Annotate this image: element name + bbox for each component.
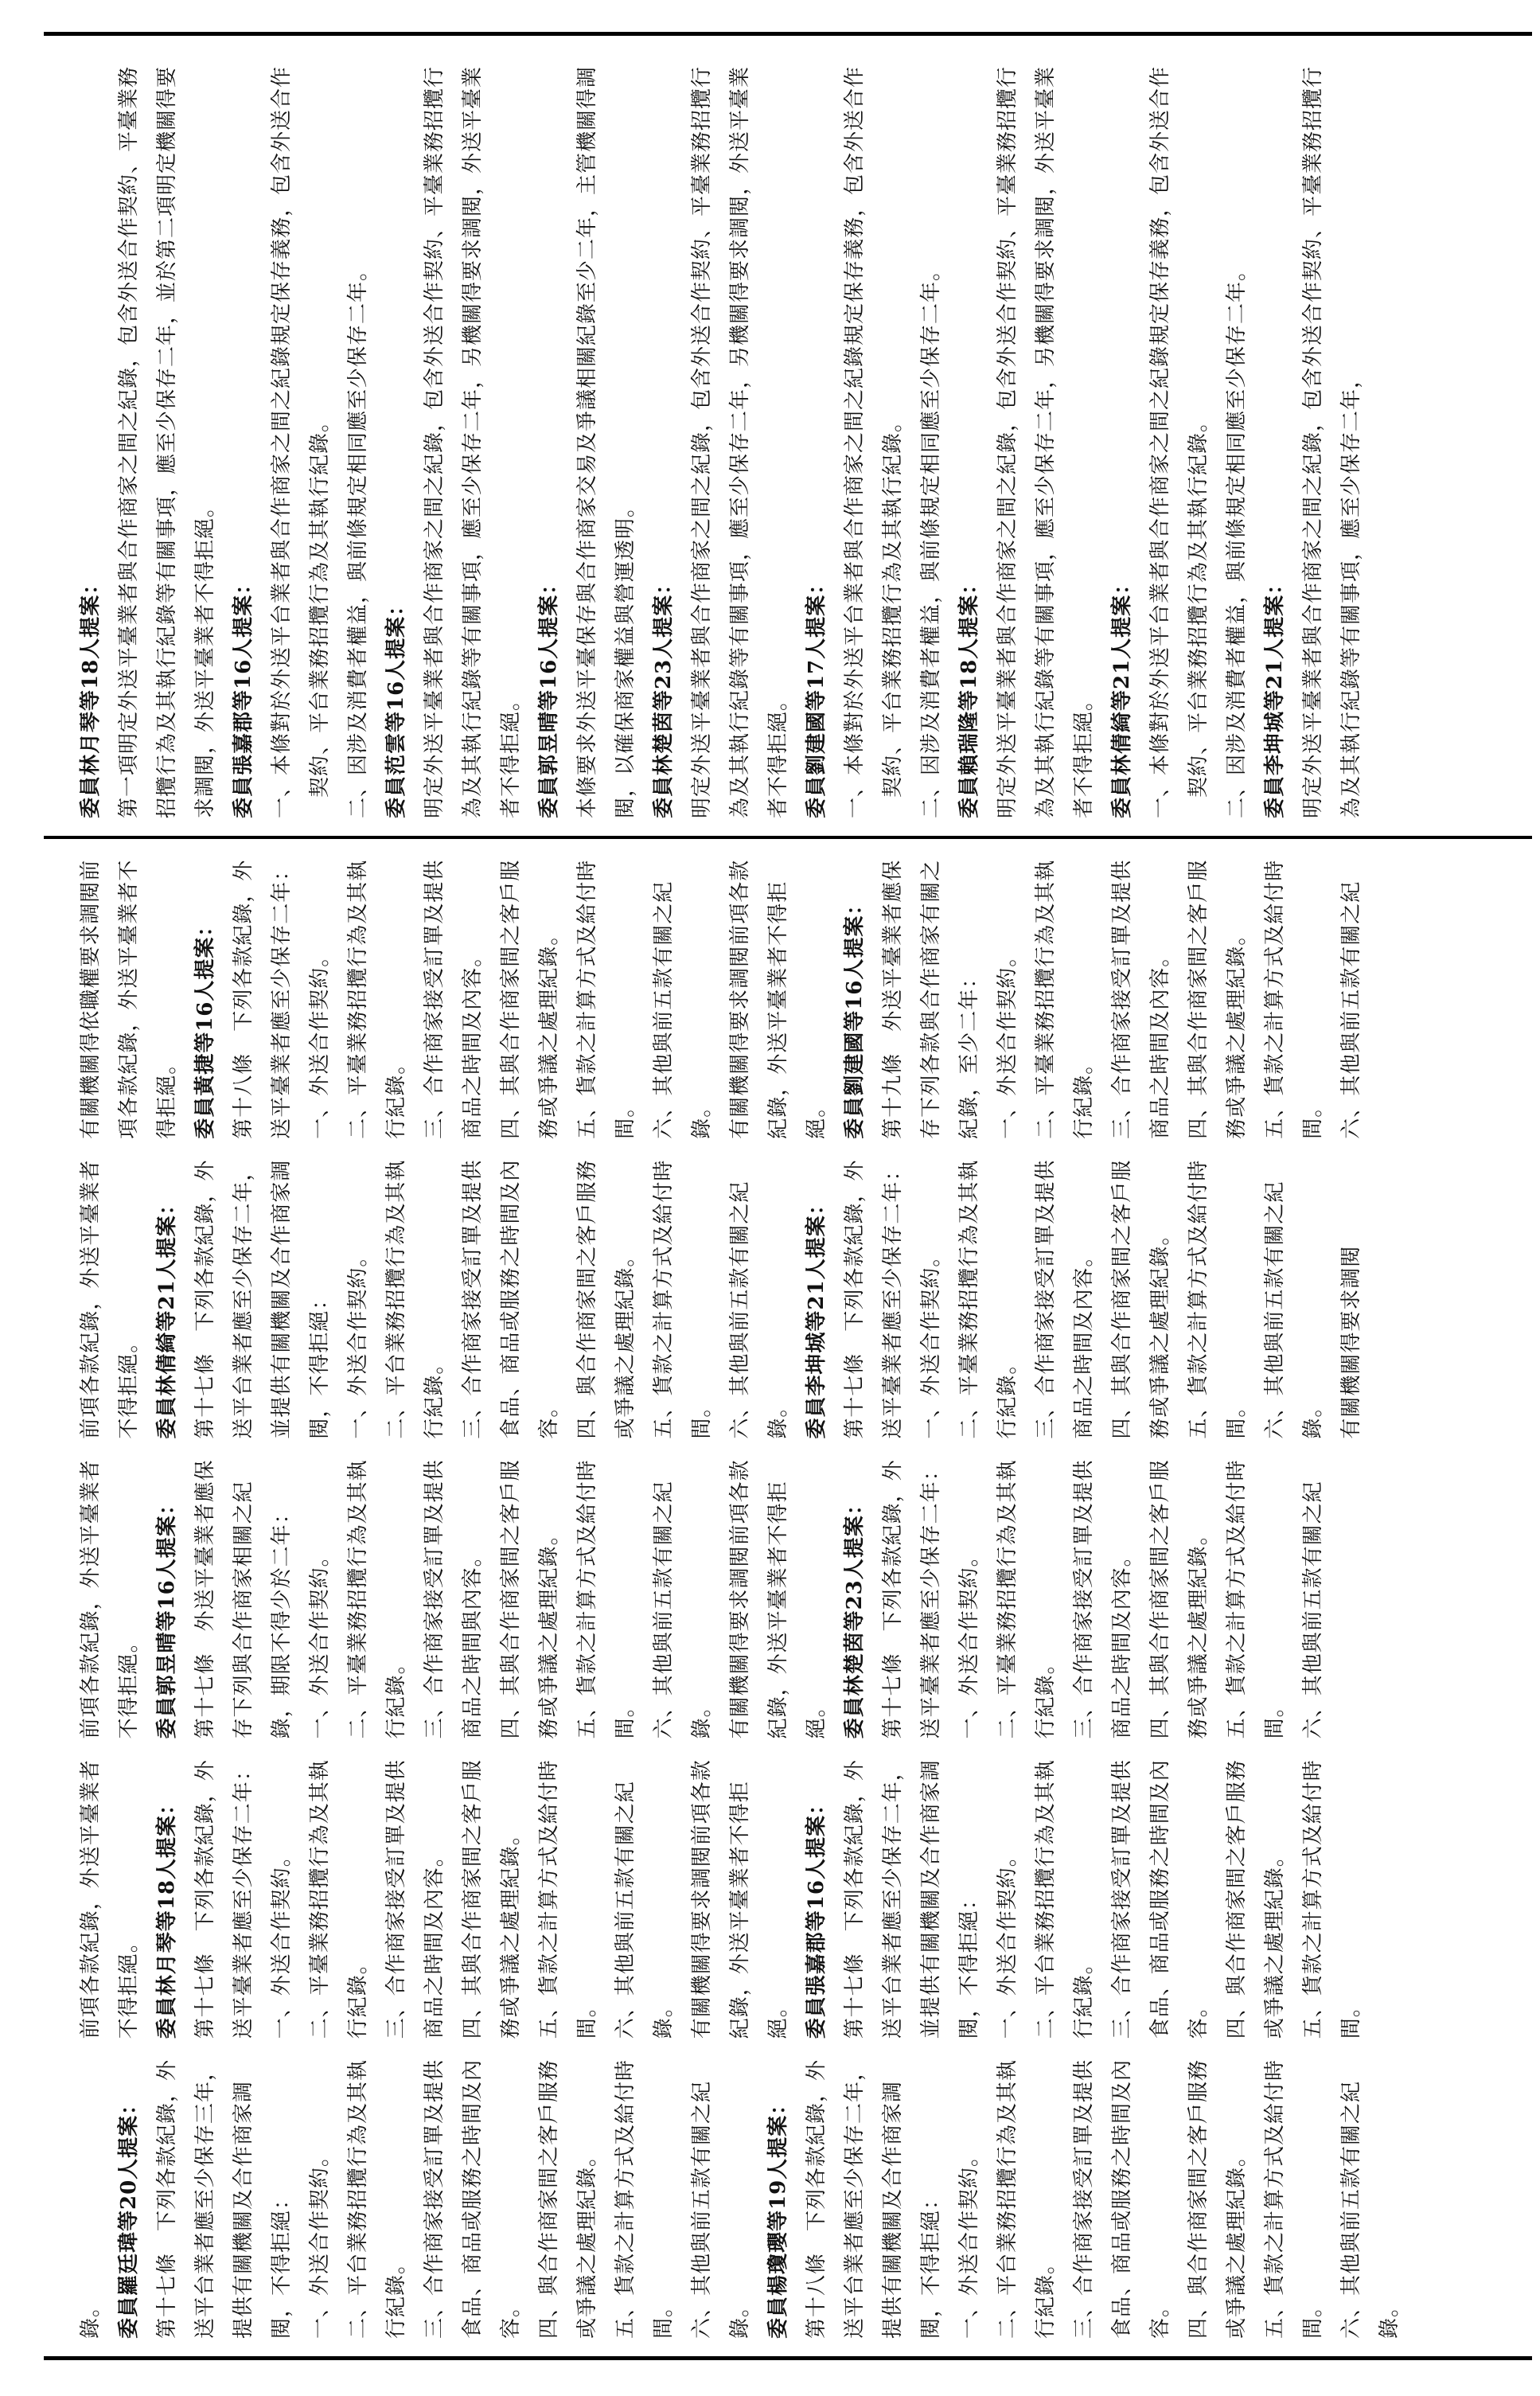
text-paragraph: 第一項明定外送平臺業者與合作商家之間之紀錄，包含外送合作契約、平臺業務招攬行為及其執行紀錄等有關事項，應至少保存二年，並於第二項明定機關得要求調閱，外送平臺業者不得拒絕。 [117, 65, 217, 818]
text-paragraph: 第十八條 下列各款紀錄，外送平臺業者應至少保存二年： [232, 859, 294, 1139]
text-paragraph: 三、合作商家接受訂單及提供商品之時間與內容。 [423, 1459, 485, 1739]
text-paragraph: 第十八條 下列各款紀錄，外送平台業者應至少保存二年，提供有關機關及合作商家調閱，不得拒絕： [805, 2058, 943, 2339]
explanation-item: 一、本條對於外送平台業者與合作商家之間之紀錄規定保存義務，包含外送合作契約、平台業務招攬行為及其執行紀錄。 [1148, 65, 1211, 818]
text-paragraph: 第十七條 下列各款紀錄，外送平臺業者應至少保存二年： [193, 1759, 255, 2039]
text-paragraph: 二、平台業務招攬行為及其執行紀錄。 [384, 1159, 446, 1439]
proposer-heading: 委員林月琴等18人提案： [155, 1793, 179, 2039]
text-paragraph: 第十七條 下列各款紀錄，外送平台業者應至少保存二年，並提供有關機關及合作商家調閱，不得拒絕： [193, 1159, 332, 1439]
text-paragraph: 第十七條 外送平臺業者應保存下列與合作商家相關之紀錄，期限不得少於二年： [193, 1459, 294, 1739]
text-paragraph: 六、其他與前五款有關之紀錄。 [652, 1481, 714, 1739]
text-column [72, 1153, 1528, 1439]
text-column [72, 1454, 1528, 1739]
text-paragraph: 本條要求外送平臺保存與合作商家交易及爭議相關紀錄至少二年，主管機關得調閱，以確保商家權益與營運透明。 [575, 65, 637, 818]
text-paragraph: 三、合作商家接受訂單及提供商品之時間及內容。 [384, 1759, 446, 2039]
text-paragraph: 四、其與合作商家間之客戶服務或爭議之處理紀錄。 [461, 1759, 523, 2039]
text-paragraph: 二、平臺業務招攬行為及其執行紀錄。 [346, 1459, 408, 1739]
text-paragraph: 有關機關得依職權要求調閱前項各款紀錄，外送平臺業者不得拒絕。 [79, 859, 179, 1139]
proposer-heading: 委員楊瓊瓔等19人提案： [766, 2093, 790, 2339]
text-paragraph: 三、合作商家接受訂單及提供商品之時間及內容。 [1072, 1459, 1134, 1739]
text-paragraph: 一、外送合作契約。 [346, 1245, 370, 1439]
text-paragraph: 五、貨款之計算方式及給付時間。 [652, 1159, 714, 1439]
upper-section [64, 40, 1528, 828]
text-paragraph: 明定外送平臺業者與合作商家之間之紀錄，包含外送合作契約、平臺業務招攬行為及其執行紀錄等有關事項，應至少保存二年，另機關得要求調閱，外送平臺業者不得拒絕。 [423, 65, 523, 818]
text-paragraph: 一、外送合作契約。 [957, 2144, 981, 2339]
proposer-heading: 委員林月琴等18人提案： [79, 572, 103, 818]
text-paragraph: 有關機關得要求調閱前項各款紀錄，外送平臺業者不得拒絕。 [690, 1759, 790, 2039]
text-paragraph: 四、其與合作商家間之客戶服務或爭議之處理紀錄。 [499, 859, 561, 1139]
text-paragraph: 明定外送平臺業者與合作商家之間之紀錄，包含外送合作契約、平臺業務招攬行為及其執行紀錄等有關事項，應至少保存二年，另機關得要求調閱，外送平臺業者不得拒絕。 [690, 65, 790, 818]
proposer-heading: 委員郭昱晴等16人提案： [537, 572, 561, 818]
text-paragraph: 三、合作商家接受訂單及提供商品之時間及內容。 [1034, 1159, 1096, 1439]
upper-vertical-page [64, 40, 1528, 828]
text-paragraph: 五、貨款之計算方式及給付時間。 [1301, 1759, 1363, 2039]
text-paragraph: 五、貨款之計算方式及給付時間。 [1263, 2058, 1325, 2339]
text-paragraph: 三、合作商家接受訂單及提供食品、商品或服務之時間及內容。 [1072, 2058, 1172, 2339]
explanation-item: 一、本條對於外送平台業者與合作商家之間之紀錄規定保存義務，包含外送合作契約、平台業務招攬行為及其執行紀錄。 [843, 65, 905, 818]
text-paragraph: 五、貨款之計算方式及給付時間。 [537, 1759, 599, 2039]
text-paragraph: 二、平臺業務招攬行為及其執行紀錄。 [996, 1459, 1058, 1739]
text-paragraph: 六、其他與前五款有關之紀錄。 [1339, 2080, 1402, 2339]
proposer-heading: 委員羅廷瑋等20人提案： [117, 2093, 141, 2339]
text-paragraph: 一、外送合作契約。 [308, 1545, 332, 1739]
text-paragraph: 一、外送合作契約。 [308, 2144, 332, 2339]
text-paragraph: 一、外送合作契約。 [957, 1545, 981, 1739]
text-paragraph: 前項各款紀錄，外送平臺業者不得拒絕。 [79, 1459, 141, 1739]
proposer-heading: 委員賴瑞隆等18人提案： [957, 572, 981, 818]
text-paragraph: 六、其他與前五款有關之紀 [1301, 1481, 1325, 1739]
text-paragraph: 四、與合作商家間之客戶服務或爭議之處理紀錄。 [1225, 1759, 1287, 2039]
text-paragraph: 一、外送合作契約。 [996, 945, 1020, 1139]
text-paragraph: 四、與合作商家間之客戶服務或爭議之處理紀錄。 [575, 1159, 637, 1439]
text-paragraph: 六、其他與前五款有關之紀 [1339, 880, 1363, 1139]
explanation-item: 一、本條對於外送平台業者與合作商家之間之紀錄規定保存義務，包含外送合作契約、平台業務招攬行為及其執行紀錄。 [270, 65, 332, 818]
text-paragraph: 六、其他與前五款有關之紀錄。 [652, 880, 714, 1139]
text-paragraph: 前項各款紀錄，外送平臺業者不得拒絕。 [79, 1159, 141, 1439]
proposer-heading: 委員林楚茵等23人提案： [843, 1493, 867, 1739]
text-paragraph: 二、平台業務招攬行為及其執行紀錄。 [346, 2058, 408, 2339]
text-paragraph: 第十七條 下列各款紀錄，外送平臺業者應至少保存二年： [843, 1159, 905, 1439]
text-paragraph: 五、貨款之計算方式及給付時間。 [1225, 1459, 1287, 1739]
text-paragraph: 三、合作商家接受訂單及提供食品、商品或服務之時間及內容。 [423, 2058, 523, 2339]
text-paragraph: 二、平臺業務招攬行為及其執行紀錄。 [346, 859, 408, 1139]
text-paragraph: 二、平臺業務招攬行為及其執行紀錄。 [1034, 859, 1096, 1139]
explanation-item: 二、因涉及消費者權益，與前條規定相同應至少保存二年。 [346, 259, 370, 818]
text-paragraph: 四、與合作商家間之客戶服務或爭議之處理紀錄。 [537, 2058, 599, 2339]
text-paragraph: 一、外送合作契約。 [996, 1845, 1020, 2039]
text-paragraph: 有關機關得要求調閱 [1339, 1245, 1363, 1439]
top-border [44, 32, 1532, 36]
text-paragraph: 四、其與合作商家間之客戶服務或爭議之處理紀錄。 [1187, 859, 1249, 1139]
text-paragraph: 四、其與合作商家間之客戶服務或爭議之處理紀錄。 [499, 1459, 561, 1739]
proposer-heading: 委員林楚茵等23人提案： [652, 572, 676, 818]
text-paragraph: 第十七條 下列各款紀錄，外送平臺業者應至少保存二年： [881, 1459, 943, 1739]
proposer-heading: 委員張嘉郡等16人提案： [232, 572, 255, 818]
bottom-border [44, 2356, 1532, 2360]
text-paragraph: 錄。 [79, 2295, 103, 2339]
proposer-heading: 委員范雲等16人提案： [384, 594, 408, 818]
text-paragraph: 三、合作商家接受訂單及提供食品、商品或服務之時間及內容。 [461, 1159, 561, 1439]
explanation-item: 二、因涉及消費者權益，與前條規定相同應至少保存二年。 [1225, 259, 1249, 818]
text-paragraph: 二、平台業務招攬行為及其執行紀錄。 [1034, 1759, 1096, 2039]
text-paragraph: 明定外送平臺業者與合作商家之間之紀錄，包含外送合作契約、平臺業務招攬行為及其執行紀錄等有關事項，應至少保存二年，另機關得要求調閱，外送平臺業者不得拒絕。 [996, 65, 1096, 818]
text-paragraph: 五、貨款之計算方式及給付時間。 [575, 859, 637, 1139]
text-paragraph: 四、其與合作商家間之客戶服務或爭議之處理紀錄。 [1148, 1459, 1211, 1739]
text-paragraph: 六、其他與前五款有關之紀錄。 [1263, 1180, 1325, 1439]
text-paragraph: 五、貨款之計算方式及給付時間。 [1187, 1159, 1249, 1439]
text-paragraph: 前項各款紀錄，外送平臺業者不得拒絕。 [79, 1759, 141, 2039]
section-divider [44, 836, 1532, 839]
text-paragraph: 一、外送合作契約。 [270, 1845, 294, 2039]
text-paragraph: 二、平台業務招攬行為及其執行紀錄。 [996, 2058, 1058, 2339]
text-paragraph: 一、外送合作契約。 [308, 945, 332, 1139]
proposer-heading: 委員林倩綺等21人提案： [1110, 572, 1134, 818]
proposer-heading: 委員李坤城等21人提案： [805, 1193, 828, 1439]
text-paragraph: 二、平臺業務招攬行為及其執行紀錄。 [308, 1759, 370, 2039]
proposer-heading: 委員張嘉郡等16人提案： [805, 1793, 828, 2039]
proposer-heading: 委員劉建國等17人提案： [805, 572, 828, 818]
proposer-heading: 委員黃捷等16人提案： [193, 915, 217, 1139]
text-paragraph: 六、其他與前五款有關之紀錄。 [614, 1781, 676, 2039]
lower-section [64, 844, 1528, 2348]
proposer-heading: 委員李坤城等21人提案： [1263, 572, 1287, 818]
text-column [72, 2053, 1528, 2339]
text-paragraph: 明定外送平臺業者與合作商家之間之紀錄，包含外送合作契約、平臺業務招攬行為及其執行紀錄等有關事項，應至少保存二年， [1301, 65, 1363, 818]
text-paragraph: 六、其他與前五款有關之紀錄。 [728, 1180, 790, 1439]
text-paragraph: 有關機關得要求調閱前項各款紀錄，外送平臺業者不得拒絕。 [728, 1459, 828, 1739]
text-paragraph: 有關機關得要求調閱前項各款紀錄，外送平臺業者不得拒絕。 [728, 859, 828, 1139]
text-paragraph: 三、合作商家接受訂單及提供商品之時間及內容。 [423, 859, 485, 1139]
text-paragraph: 第十七條 下列各款紀錄，外送平台業者應至少保存二年，並提供有關機關及合作商家調閱，不得拒絕： [843, 1759, 981, 2039]
text-paragraph: 第十九條 外送平臺業者應保存下列各款與合作商家有關之紀錄，至少二年： [881, 859, 981, 1139]
proposer-heading: 委員林倩綺等21人提案： [155, 1193, 179, 1439]
text-paragraph: 二、平臺業務招攬行為及其執行紀錄。 [957, 1159, 1020, 1439]
text-paragraph: 六、其他與前五款有關之紀錄。 [690, 2080, 752, 2339]
text-paragraph: 五、貨款之計算方式及給付時間。 [614, 2058, 676, 2339]
text-column [72, 49, 1528, 818]
text-column [72, 1753, 1528, 2039]
text-paragraph: 四、其與合作商家間之客戶服務或爭議之處理紀錄。 [1110, 1159, 1172, 1439]
text-paragraph: 五、貨款之計算方式及給付時間。 [1263, 859, 1325, 1139]
lower-vertical-page [64, 844, 1528, 2348]
text-paragraph: 第十七條 下列各款紀錄，外送平台業者應至少保存三年，提供有關機關及合作商家調閱，不得拒絕： [155, 2058, 294, 2339]
text-column [72, 853, 1528, 1139]
proposer-heading: 委員郭昱晴等16人提案： [155, 1493, 179, 1739]
text-paragraph: 四、與合作商家間之客戶服務或爭議之處理紀錄。 [1187, 2058, 1249, 2339]
text-paragraph: 三、合作商家接受訂單及提供食品、商品或服務之時間及內容。 [1110, 1759, 1211, 2039]
proposer-heading: 委員劉建國等16人提案： [843, 893, 867, 1139]
text-paragraph: 三、合作商家接受訂單及提供商品之時間及內容。 [1110, 859, 1172, 1139]
text-paragraph: 一、外送合作契約。 [919, 1245, 943, 1439]
explanation-item: 二、因涉及消費者權益，與前條規定相同應至少保存二年。 [919, 259, 943, 818]
text-paragraph: 五、貨款之計算方式及給付時間。 [575, 1459, 637, 1739]
